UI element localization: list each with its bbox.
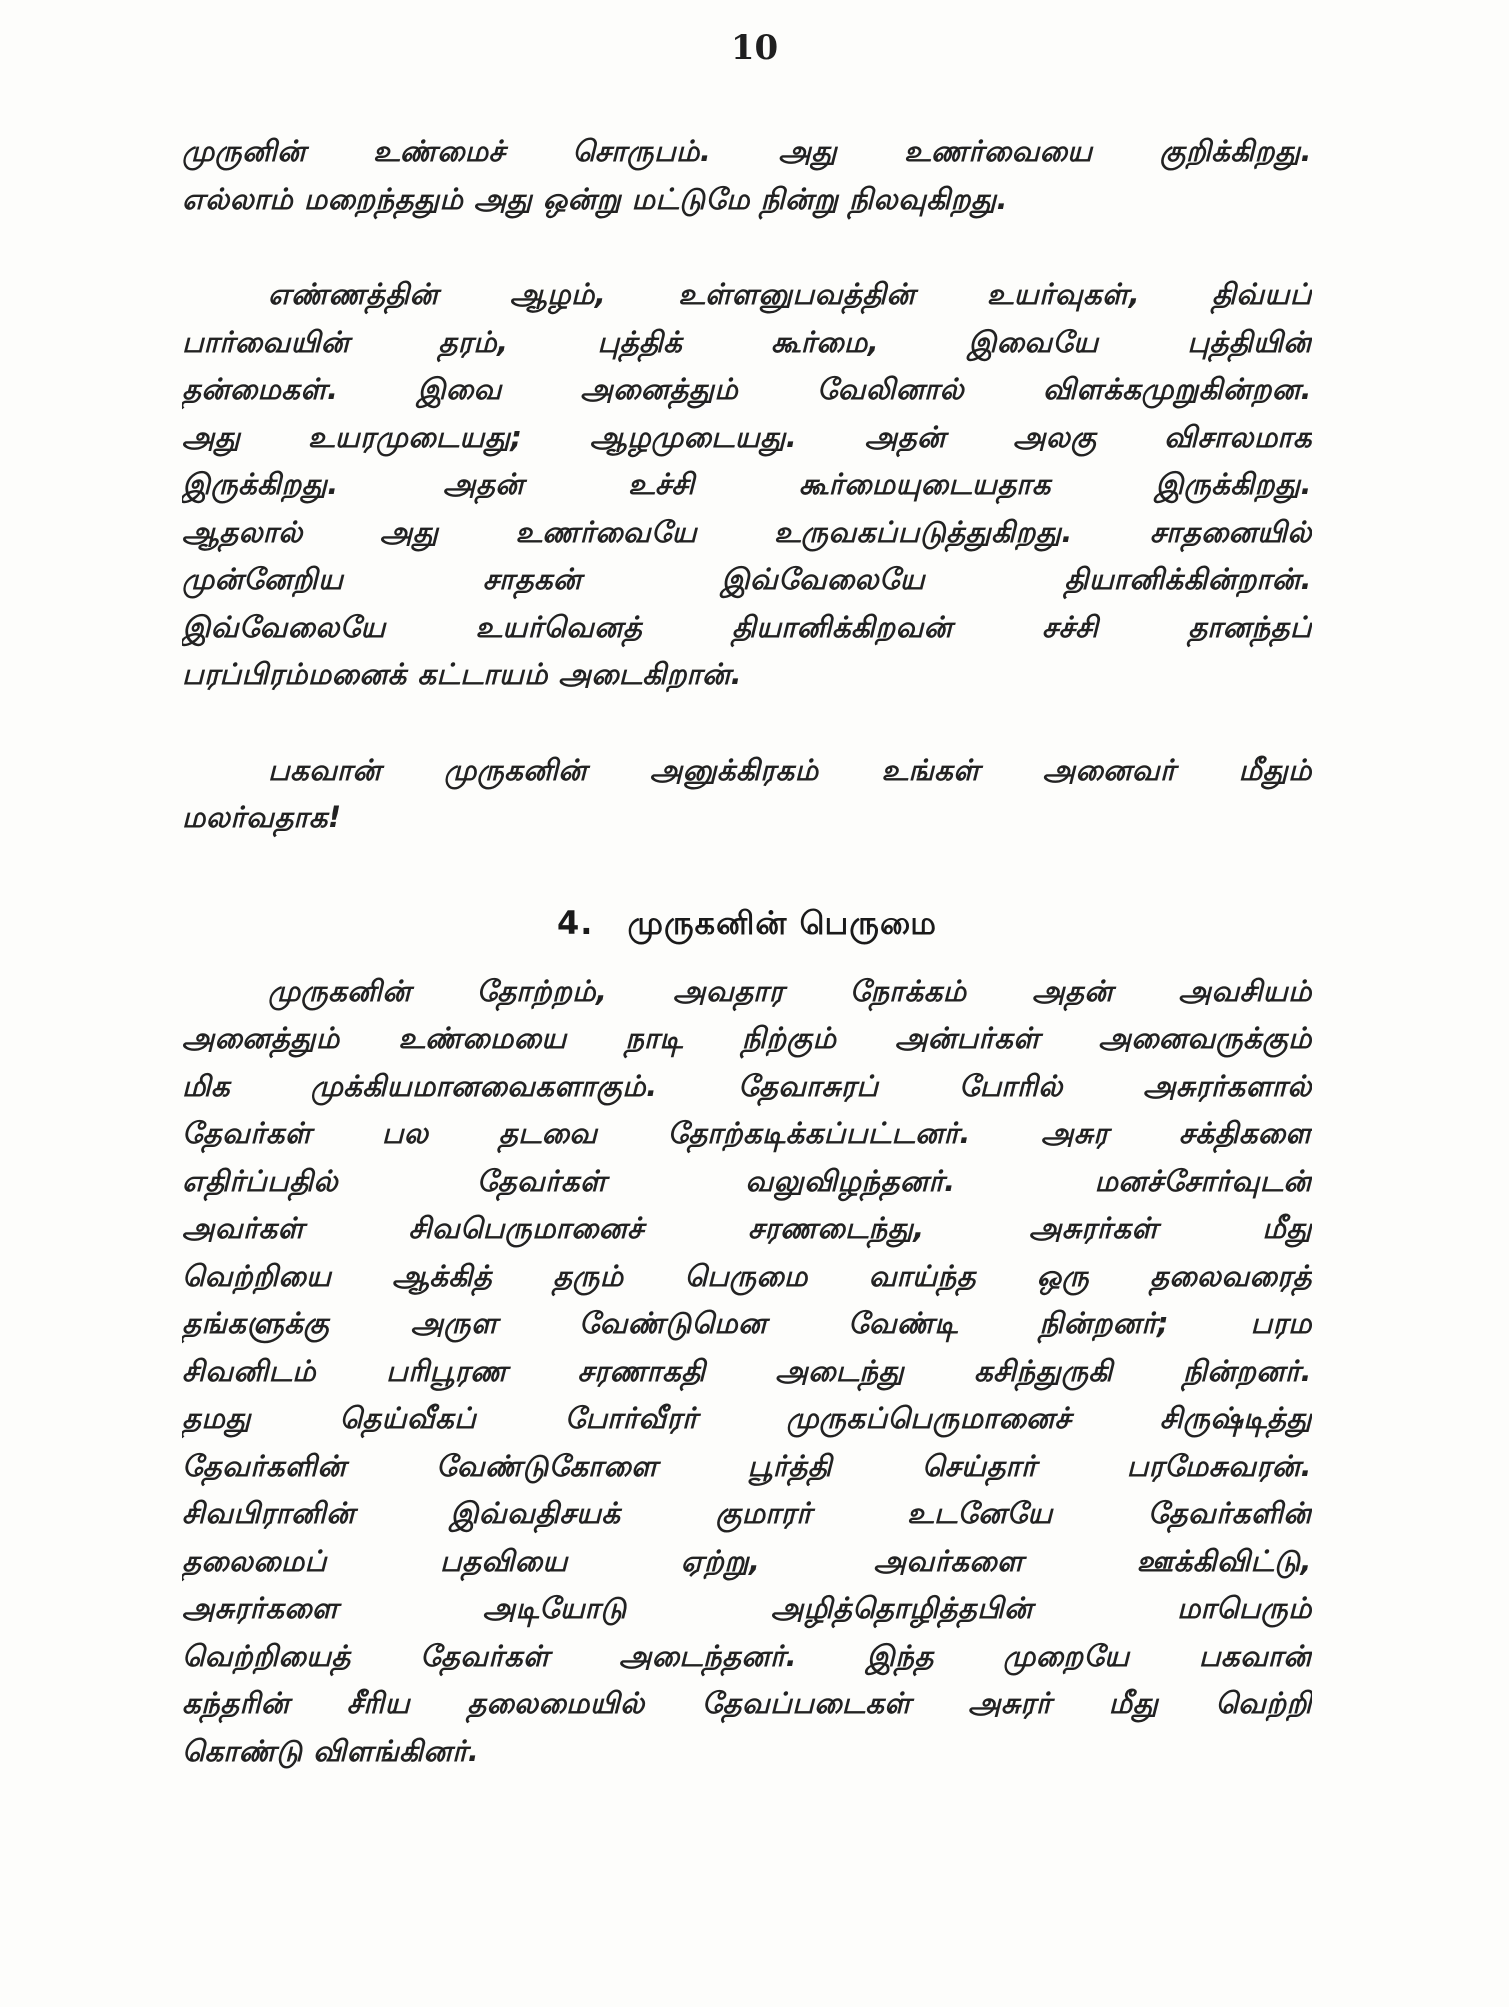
text-line: அவர்கள் சிவபெருமானைச் சரணடைந்து, அசுரர்கள் மீது	[182, 1211, 1312, 1245]
text-line: கந்தரின் சீரிய தலைமையில் தேவப்படைகள் அசுரர் மீது வெற்றி	[182, 1686, 1312, 1720]
text-line: தேவர்கள் பல தடவை தோற்கடிக்கப்பட்டனர். அசுர சக்திகளை	[182, 1116, 1312, 1150]
section-paragraph	[182, 968, 1312, 1776]
text-line: முருனின் உண்மைச் சொருபம். அது உணர்வையை குறிக்கிறது.	[182, 134, 1312, 168]
text-line: தலைமைப் பதவியை ஏற்று, அவர்களை ஊக்கிவிட்டு,	[182, 1543, 1312, 1578]
text-line: பார்வையின் தரம், புத்திக் கூர்மை, இவையே புத்தியின்	[182, 324, 1312, 359]
text-line: முருகனின் தோற்றம், அவதார நோக்கம் அதன் அவசியம்	[268, 973, 1312, 1008]
section-number: 4.	[557, 903, 594, 942]
text-line: வெற்றியைத் தேவர்கள் அடைந்தனர். இந்த முறையே பகவான்	[182, 1638, 1312, 1673]
text-line: ஆதலால் அது உணர்வையே உருவகப்படுத்துகிறது. சாதனையில்	[182, 514, 1312, 549]
paragraph-3	[182, 747, 1312, 842]
text-line: அனைத்தும் உண்மையை நாடி நிற்கும் அன்பர்கள் அனைவருக்கும்	[182, 1021, 1312, 1055]
text-line: தேவர்களின் வேண்டுகோளை பூர்த்தி செய்தார் பரமேசுவரன்.	[182, 1448, 1312, 1483]
text-line: தங்களுக்கு அருள வேண்டுமென வேண்டி நின்றனர்; பரம	[182, 1306, 1312, 1340]
text-line: இவ்வேலையே உயர்வெனத் தியானிக்கிறவன் சச்சி தானந்தப்	[182, 609, 1312, 644]
text-line: அது உயரமுடையது; ஆழமுடையது. அதன் அலகு விசாலமாக	[182, 419, 1312, 454]
paragraph-1	[182, 128, 1312, 223]
text-line: வெற்றியை ஆக்கித் தரும் பெருமை வாய்ந்த ஒரு தலைவரைத்	[182, 1258, 1312, 1293]
text-line: இருக்கிறது. அதன் உச்சி கூர்மையுடையதாக இருக்கிறது.	[182, 467, 1312, 501]
section-title: முருகனின் பெருமை	[627, 903, 937, 942]
text-line: தமது தெய்வீகப் போர்வீரர் முருகப்பெருமானைச் சிருஷ்டித்து	[182, 1401, 1312, 1435]
text-line: சிவனிடம் பரிபூரண சரணாகதி அடைந்து கசிந்துருகி நின்றனர்.	[182, 1353, 1312, 1388]
text-line: எதிர்ப்பதில் தேவர்கள் வலுவிழந்தனர். மனச்சோர்வுடன்	[182, 1163, 1312, 1198]
text-line: தன்மைகள். இவை அனைத்தும் வேலினால் விளக்கமுறுகின்றன.	[182, 372, 1312, 406]
text-line: எண்ணத்தின் ஆழம், உள்ளனுபவத்தின் உயர்வுகள், திவ்யப்	[268, 277, 1312, 311]
text-line: எல்லாம் மறைந்ததும் அது ஒன்று மட்டுமே நின்று நிலவுகிறது.	[182, 181, 1008, 216]
text-line: மலர்வதாக!	[182, 800, 342, 834]
text-line: அசுரர்களை அடியோடு அழித்தொழித்தபின் மாபெரும்	[182, 1591, 1312, 1625]
page-number: 10	[730, 28, 779, 68]
page-content	[182, 128, 1312, 1775]
text-line: சிவபிரானின் இவ்வதிசயக் குமாரர் உடனேயே தேவர்களின்	[182, 1496, 1312, 1530]
text-line: மிக முக்கியமானவைகளாகும். தேவாசுரப் போரில் அசுரர்களால்	[182, 1068, 1312, 1103]
text-line: பகவான் முருகனின் அனுக்கிரகம் உங்கள் அனைவர் மீதும்	[268, 752, 1312, 787]
text-line: முன்னேறிய சாதகன் இவ்வேலையே தியானிக்கின்றான்.	[182, 562, 1312, 596]
text-line: கொண்டு விளங்கினர்.	[182, 1733, 480, 1768]
text-line: பரப்பிரம்மனைக் கட்டாயம் அடைகிறான்.	[182, 657, 743, 691]
section-heading	[182, 904, 1312, 946]
paragraph-2	[182, 271, 1312, 699]
